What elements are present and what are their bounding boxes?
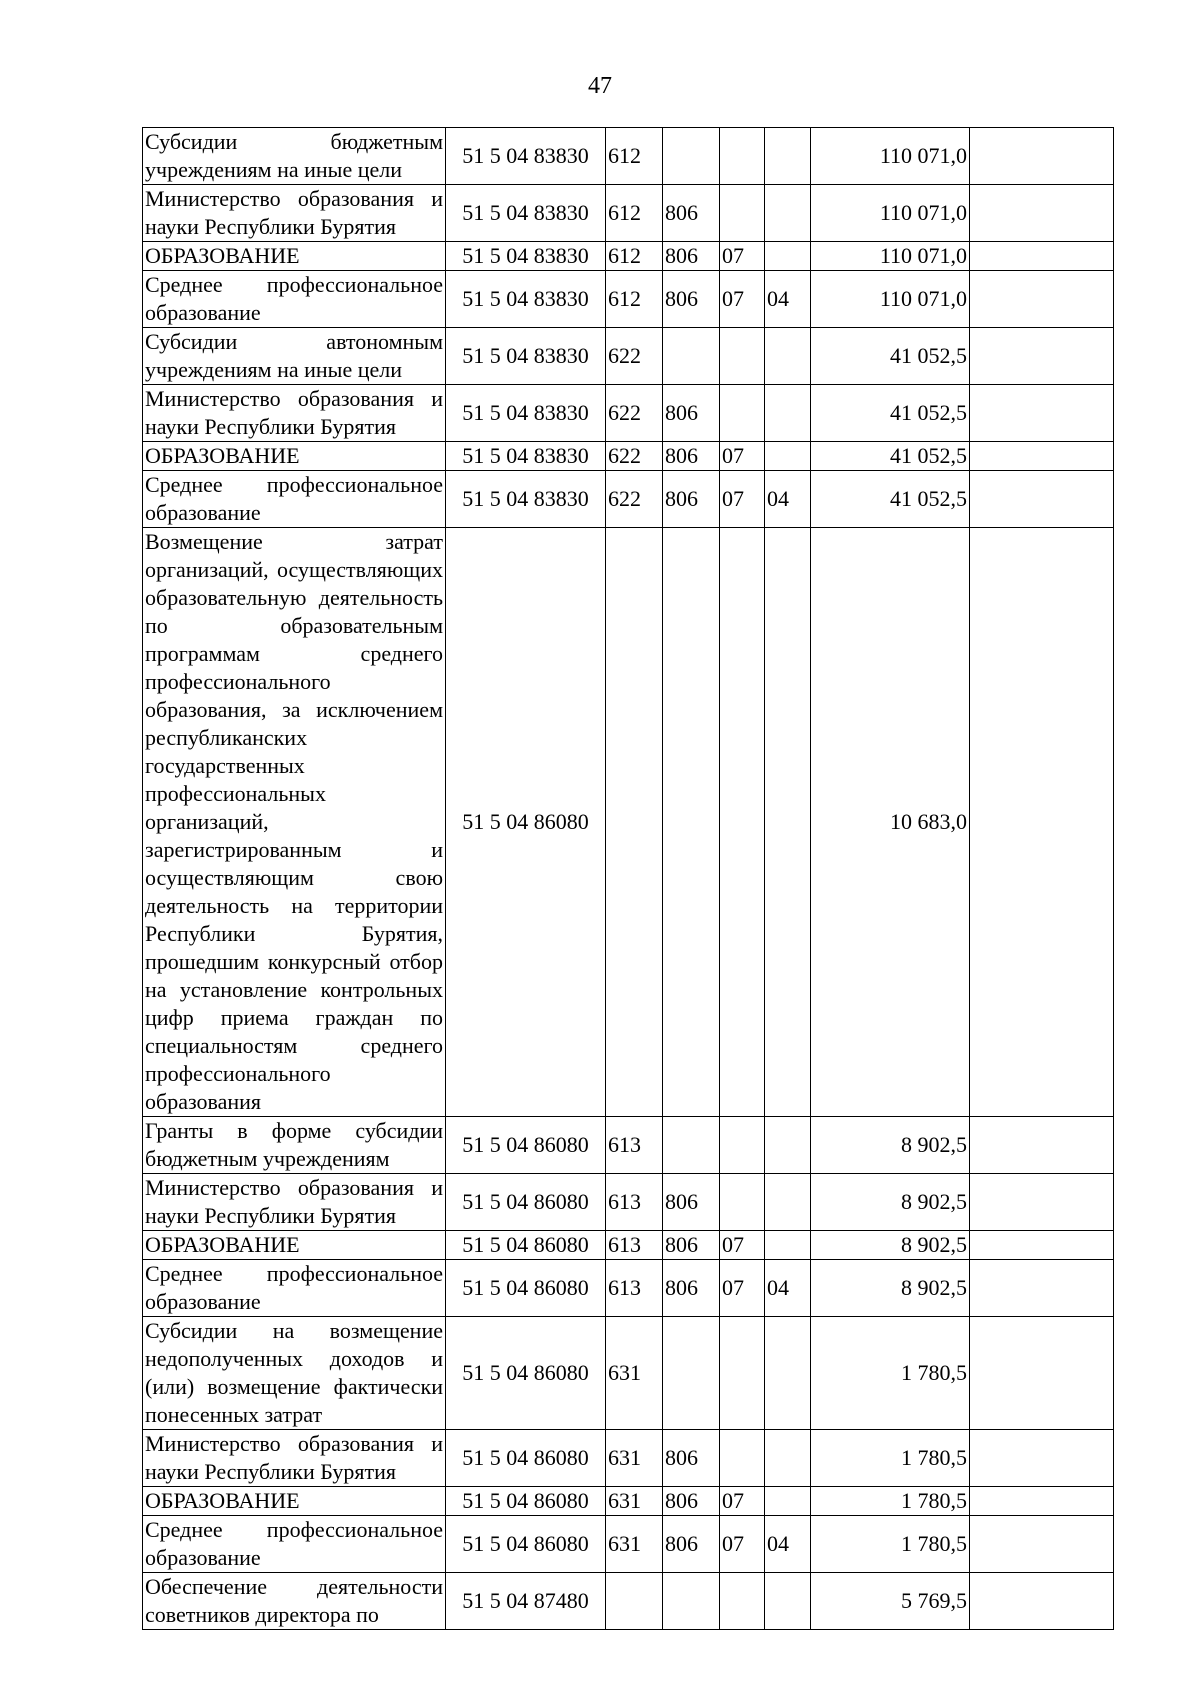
cell-section: 07 bbox=[720, 1516, 765, 1573]
table-row bbox=[143, 1573, 1114, 1630]
cell-grbs: 806 bbox=[663, 471, 720, 528]
cell-name: Субсидии на возмещение недополученных доходов и (или) возмещение фактически понесенных затрат bbox=[143, 1317, 446, 1430]
cell-extra bbox=[970, 1117, 1114, 1174]
cell-extra bbox=[970, 442, 1114, 471]
cell-name: Среднее профессиональное образование bbox=[143, 271, 446, 328]
cell-extra bbox=[970, 1430, 1114, 1487]
cell-extra bbox=[970, 1516, 1114, 1573]
cell-name: Субсидии бюджетным учреждениям на иные цели bbox=[143, 128, 446, 185]
cell-target-code: 51 5 04 83830 bbox=[446, 185, 606, 242]
cell-subsection bbox=[765, 442, 811, 471]
cell-extra bbox=[970, 528, 1114, 1117]
cell-subsection: 04 bbox=[765, 1260, 811, 1317]
cell-extra bbox=[970, 271, 1114, 328]
cell-section bbox=[720, 328, 765, 385]
cell-amount: 8 902,5 bbox=[811, 1231, 970, 1260]
cell-expense-type: 622 bbox=[606, 328, 663, 385]
table-row bbox=[143, 128, 1114, 185]
cell-amount: 41 052,5 bbox=[811, 328, 970, 385]
table-row bbox=[143, 385, 1114, 442]
cell-name: ОБРАЗОВАНИЕ bbox=[143, 1487, 446, 1516]
cell-subsection: 04 bbox=[765, 1516, 811, 1573]
cell-amount: 1 780,5 bbox=[811, 1430, 970, 1487]
cell-amount: 8 902,5 bbox=[811, 1174, 970, 1231]
cell-subsection bbox=[765, 1231, 811, 1260]
cell-name: Обеспечение деятельности советников директора по bbox=[143, 1573, 446, 1630]
cell-expense-type: 613 bbox=[606, 1260, 663, 1317]
cell-grbs: 806 bbox=[663, 1260, 720, 1317]
cell-target-code: 51 5 04 83830 bbox=[446, 128, 606, 185]
cell-amount: 41 052,5 bbox=[811, 442, 970, 471]
cell-target-code: 51 5 04 86080 bbox=[446, 1516, 606, 1573]
cell-name: Среднее профессиональное образование bbox=[143, 1516, 446, 1573]
cell-grbs: 806 bbox=[663, 1231, 720, 1260]
cell-section bbox=[720, 528, 765, 1117]
cell-expense-type bbox=[606, 1573, 663, 1630]
cell-name: Среднее профессиональное образование bbox=[143, 1260, 446, 1317]
table-row bbox=[143, 528, 1114, 1117]
cell-grbs: 806 bbox=[663, 1430, 720, 1487]
cell-grbs: 806 bbox=[663, 1516, 720, 1573]
table-row bbox=[143, 442, 1114, 471]
table-row bbox=[143, 1260, 1114, 1317]
table-row bbox=[143, 328, 1114, 385]
cell-amount: 110 071,0 bbox=[811, 271, 970, 328]
cell-target-code: 51 5 04 83830 bbox=[446, 471, 606, 528]
cell-grbs: 806 bbox=[663, 185, 720, 242]
table-row bbox=[143, 471, 1114, 528]
table-body bbox=[143, 128, 1114, 1630]
cell-section bbox=[720, 385, 765, 442]
cell-expense-type: 612 bbox=[606, 242, 663, 271]
table-row bbox=[143, 1231, 1114, 1260]
cell-subsection bbox=[765, 242, 811, 271]
cell-target-code: 51 5 04 83830 bbox=[446, 242, 606, 271]
cell-subsection bbox=[765, 1317, 811, 1430]
cell-subsection: 04 bbox=[765, 271, 811, 328]
cell-subsection bbox=[765, 1487, 811, 1516]
table-row bbox=[143, 1117, 1114, 1174]
cell-extra bbox=[970, 185, 1114, 242]
cell-expense-type bbox=[606, 528, 663, 1117]
cell-extra bbox=[970, 1317, 1114, 1430]
cell-section bbox=[720, 185, 765, 242]
cell-name: Министерство образования и науки Республики Бурятия bbox=[143, 385, 446, 442]
cell-section bbox=[720, 128, 765, 185]
table-row bbox=[143, 1487, 1114, 1516]
cell-grbs bbox=[663, 1573, 720, 1630]
cell-subsection bbox=[765, 1430, 811, 1487]
cell-subsection bbox=[765, 128, 811, 185]
table-row bbox=[143, 1430, 1114, 1487]
table-row bbox=[143, 1174, 1114, 1231]
cell-target-code: 51 5 04 83830 bbox=[446, 271, 606, 328]
cell-name: Среднее профессиональное образование bbox=[143, 471, 446, 528]
cell-name: Гранты в форме субсидии бюджетным учреждениям bbox=[143, 1117, 446, 1174]
cell-expense-type: 613 bbox=[606, 1117, 663, 1174]
cell-amount: 41 052,5 bbox=[811, 385, 970, 442]
cell-extra bbox=[970, 1487, 1114, 1516]
cell-amount: 8 902,5 bbox=[811, 1260, 970, 1317]
cell-grbs bbox=[663, 128, 720, 185]
cell-amount: 41 052,5 bbox=[811, 471, 970, 528]
cell-target-code: 51 5 04 86080 bbox=[446, 1174, 606, 1231]
table-row bbox=[143, 1317, 1114, 1430]
cell-name: ОБРАЗОВАНИЕ bbox=[143, 242, 446, 271]
cell-section bbox=[720, 1573, 765, 1630]
cell-section: 07 bbox=[720, 1487, 765, 1516]
cell-grbs bbox=[663, 328, 720, 385]
cell-section: 07 bbox=[720, 1231, 765, 1260]
cell-target-code: 51 5 04 83830 bbox=[446, 385, 606, 442]
cell-amount: 10 683,0 bbox=[811, 528, 970, 1117]
cell-amount: 1 780,5 bbox=[811, 1317, 970, 1430]
cell-extra bbox=[970, 471, 1114, 528]
cell-amount: 8 902,5 bbox=[811, 1117, 970, 1174]
cell-grbs: 806 bbox=[663, 442, 720, 471]
cell-subsection bbox=[765, 1117, 811, 1174]
cell-grbs bbox=[663, 1317, 720, 1430]
cell-expense-type: 613 bbox=[606, 1231, 663, 1260]
cell-target-code: 51 5 04 86080 bbox=[446, 1430, 606, 1487]
cell-subsection bbox=[765, 185, 811, 242]
cell-section bbox=[720, 1174, 765, 1231]
cell-amount: 110 071,0 bbox=[811, 185, 970, 242]
cell-amount: 1 780,5 bbox=[811, 1516, 970, 1573]
cell-section bbox=[720, 1317, 765, 1430]
cell-name: Министерство образования и науки Республики Бурятия bbox=[143, 185, 446, 242]
cell-section: 07 bbox=[720, 442, 765, 471]
cell-subsection bbox=[765, 328, 811, 385]
cell-subsection: 04 bbox=[765, 471, 811, 528]
cell-subsection bbox=[765, 1174, 811, 1231]
cell-expense-type: 612 bbox=[606, 185, 663, 242]
cell-extra bbox=[970, 385, 1114, 442]
cell-grbs: 806 bbox=[663, 271, 720, 328]
table-row bbox=[143, 271, 1114, 328]
cell-target-code: 51 5 04 86080 bbox=[446, 1260, 606, 1317]
cell-grbs bbox=[663, 528, 720, 1117]
budget-table bbox=[142, 127, 1114, 1630]
cell-grbs: 806 bbox=[663, 242, 720, 271]
cell-expense-type: 631 bbox=[606, 1487, 663, 1516]
cell-grbs: 806 bbox=[663, 1174, 720, 1231]
cell-expense-type: 631 bbox=[606, 1317, 663, 1430]
cell-extra bbox=[970, 128, 1114, 185]
cell-name: Министерство образования и науки Республики Бурятия bbox=[143, 1174, 446, 1231]
cell-extra bbox=[970, 1573, 1114, 1630]
cell-expense-type: 631 bbox=[606, 1516, 663, 1573]
cell-target-code: 51 5 04 86080 bbox=[446, 528, 606, 1117]
cell-target-code: 51 5 04 86080 bbox=[446, 1117, 606, 1174]
cell-grbs: 806 bbox=[663, 385, 720, 442]
cell-subsection bbox=[765, 1573, 811, 1630]
page-number: 47 bbox=[588, 73, 612, 99]
cell-target-code: 51 5 04 86080 bbox=[446, 1231, 606, 1260]
cell-extra bbox=[970, 1174, 1114, 1231]
cell-name: ОБРАЗОВАНИЕ bbox=[143, 442, 446, 471]
cell-target-code: 51 5 04 87480 bbox=[446, 1573, 606, 1630]
cell-grbs: 806 bbox=[663, 1487, 720, 1516]
cell-expense-type: 622 bbox=[606, 385, 663, 442]
cell-name: Министерство образования и науки Республики Бурятия bbox=[143, 1430, 446, 1487]
cell-section: 07 bbox=[720, 242, 765, 271]
cell-target-code: 51 5 04 83830 bbox=[446, 442, 606, 471]
table-row bbox=[143, 185, 1114, 242]
table-row bbox=[143, 1516, 1114, 1573]
cell-section: 07 bbox=[720, 471, 765, 528]
cell-target-code: 51 5 04 83830 bbox=[446, 328, 606, 385]
cell-expense-type: 612 bbox=[606, 128, 663, 185]
cell-section: 07 bbox=[720, 271, 765, 328]
cell-extra bbox=[970, 328, 1114, 385]
cell-section: 07 bbox=[720, 1260, 765, 1317]
cell-name: Возмещение затрат организаций, осуществляющих образовательную деятельность по образовательным программам среднего профессионального образования, за исключением республиканских государственных профессиональных организаций, зарегистрированным и осуществляющим свою деятельность на территории Республики Бурятия, прошедшим конкурсный отбор на установление контрольных цифр приема граждан по специальностям среднего профессионального образования bbox=[143, 528, 446, 1117]
cell-expense-type: 622 bbox=[606, 442, 663, 471]
cell-target-code: 51 5 04 86080 bbox=[446, 1487, 606, 1516]
cell-subsection bbox=[765, 385, 811, 442]
cell-amount: 1 780,5 bbox=[811, 1487, 970, 1516]
cell-expense-type: 612 bbox=[606, 271, 663, 328]
cell-target-code: 51 5 04 86080 bbox=[446, 1317, 606, 1430]
cell-amount: 110 071,0 bbox=[811, 242, 970, 271]
cell-section bbox=[720, 1430, 765, 1487]
cell-expense-type: 613 bbox=[606, 1174, 663, 1231]
cell-extra bbox=[970, 1231, 1114, 1260]
cell-amount: 5 769,5 bbox=[811, 1573, 970, 1630]
cell-expense-type: 622 bbox=[606, 471, 663, 528]
cell-expense-type: 631 bbox=[606, 1430, 663, 1487]
cell-name: Субсидии автономным учреждениям на иные цели bbox=[143, 328, 446, 385]
cell-amount: 110 071,0 bbox=[811, 128, 970, 185]
cell-section bbox=[720, 1117, 765, 1174]
cell-extra bbox=[970, 242, 1114, 271]
cell-subsection bbox=[765, 528, 811, 1117]
cell-grbs bbox=[663, 1117, 720, 1174]
table-row bbox=[143, 242, 1114, 271]
cell-name: ОБРАЗОВАНИЕ bbox=[143, 1231, 446, 1260]
cell-extra bbox=[970, 1260, 1114, 1317]
